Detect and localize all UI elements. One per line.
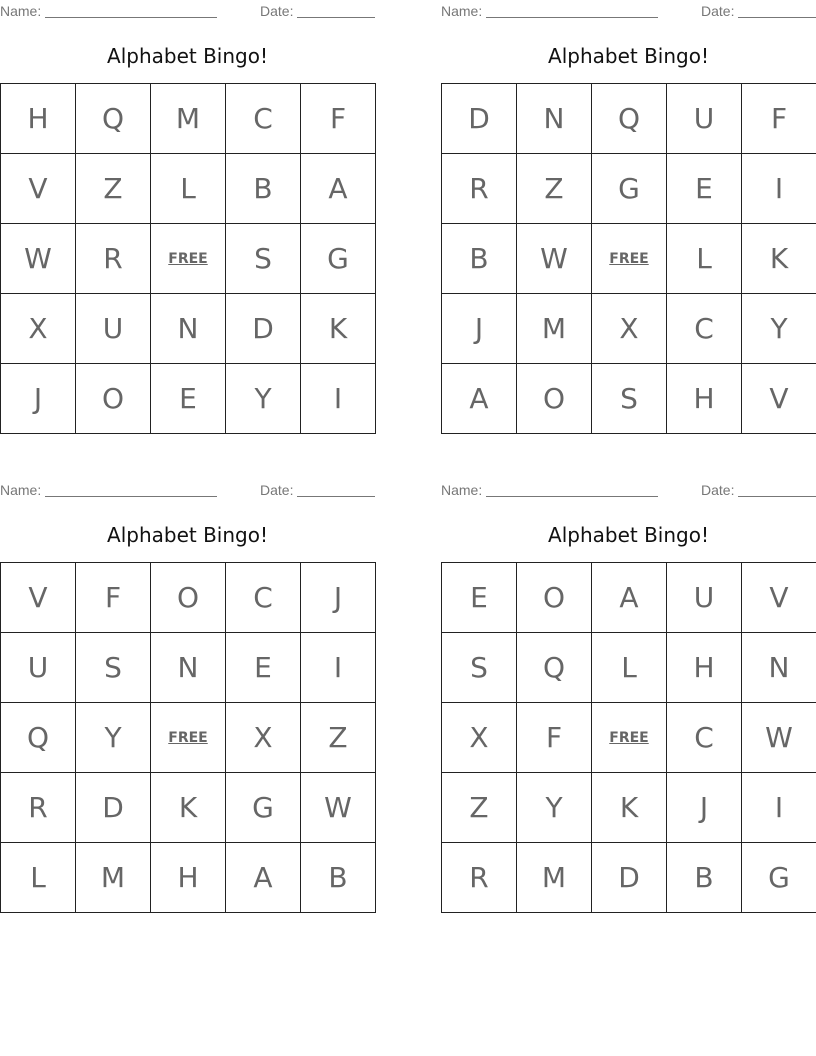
grid-cell: E: [151, 364, 226, 434]
grid-cell: F: [517, 703, 592, 773]
grid-cell: J: [301, 563, 376, 633]
grid-cell: H: [1, 84, 76, 154]
grid-row: [442, 154, 816, 224]
grid-cell: H: [151, 843, 226, 913]
grid-cell: R: [442, 154, 517, 224]
grid-cell: D: [442, 84, 517, 154]
date-label: Date:: [260, 482, 294, 498]
grid-cell: C: [226, 563, 301, 633]
grid-cell: U: [76, 294, 151, 364]
grid-cell: C: [667, 703, 742, 773]
grid-cell: G: [301, 224, 376, 294]
grid-row: [1, 633, 376, 703]
grid-cell: E: [667, 154, 742, 224]
grid-cell: S: [76, 633, 151, 703]
grid-cell: Y: [226, 364, 301, 434]
grid-cell: H: [667, 633, 742, 703]
grid-cell: I: [301, 364, 376, 434]
grid-cell: Q: [76, 84, 151, 154]
grid-cell: S: [226, 224, 301, 294]
grid-cell: Q: [517, 633, 592, 703]
grid-row: [1, 154, 376, 224]
grid-row: [442, 843, 816, 913]
grid-cell: I: [742, 773, 816, 843]
grid-cell: K: [742, 224, 816, 294]
grid-cell: G: [226, 773, 301, 843]
grid-cell: N: [742, 633, 816, 703]
grid-row: [1, 224, 376, 294]
date-blank-line: [738, 2, 816, 18]
name-label: Name:: [0, 3, 42, 19]
free-space-cell: FREE: [592, 224, 667, 294]
card-title: Alphabet Bingo!: [548, 44, 709, 68]
grid-cell: K: [592, 773, 667, 843]
grid-cell: Y: [742, 294, 816, 364]
date-blank-line: [297, 481, 375, 497]
grid-cell: U: [667, 563, 742, 633]
grid-cell: Q: [1, 703, 76, 773]
name-date-row: [441, 481, 816, 499]
grid-cell: E: [442, 563, 517, 633]
grid-cell: V: [1, 154, 76, 224]
grid-cell: I: [301, 633, 376, 703]
free-space-cell: FREE: [592, 703, 667, 773]
bingo-card-1: [0, 0, 375, 440]
grid-cell: B: [301, 843, 376, 913]
grid-cell: B: [667, 843, 742, 913]
date-blank-line: [738, 481, 816, 497]
grid-cell: D: [226, 294, 301, 364]
grid-cell: R: [1, 773, 76, 843]
grid-cell: Y: [517, 773, 592, 843]
grid-cell: Q: [592, 84, 667, 154]
grid-cell: U: [667, 84, 742, 154]
card-title: Alphabet Bingo!: [107, 44, 268, 68]
grid-cell: M: [517, 294, 592, 364]
grid-cell: O: [517, 563, 592, 633]
grid-row: [1, 773, 376, 843]
date-label: Date:: [701, 3, 735, 19]
grid-cell: L: [592, 633, 667, 703]
grid-row: [442, 224, 816, 294]
bingo-card-2: [441, 0, 816, 440]
grid-cell: L: [1, 843, 76, 913]
free-space-cell: FREE: [151, 703, 226, 773]
name-blank-line: [45, 2, 217, 18]
grid-row: [1, 84, 376, 154]
grid-cell: H: [667, 364, 742, 434]
bingo-grid: [0, 83, 376, 434]
grid-cell: A: [301, 154, 376, 224]
grid-cell: X: [442, 703, 517, 773]
grid-cell: G: [742, 843, 816, 913]
grid-cell: B: [442, 224, 517, 294]
grid-cell: J: [667, 773, 742, 843]
grid-cell: N: [151, 633, 226, 703]
grid-cell: O: [517, 364, 592, 434]
grid-cell: W: [1, 224, 76, 294]
grid-cell: S: [592, 364, 667, 434]
card-title: Alphabet Bingo!: [107, 523, 268, 547]
grid-cell: L: [667, 224, 742, 294]
grid-cell: E: [226, 633, 301, 703]
grid-cell: F: [301, 84, 376, 154]
name-label: Name:: [0, 482, 42, 498]
grid-cell: V: [742, 364, 816, 434]
name-label: Name:: [441, 3, 483, 19]
bingo-card-3: [0, 479, 375, 919]
free-space-cell: FREE: [151, 224, 226, 294]
grid-cell: W: [742, 703, 816, 773]
grid-cell: D: [592, 843, 667, 913]
bingo-grid: [441, 83, 816, 434]
grid-cell: A: [442, 364, 517, 434]
grid-cell: S: [442, 633, 517, 703]
date-label: Date:: [260, 3, 294, 19]
grid-cell: U: [1, 633, 76, 703]
grid-row: [1, 843, 376, 913]
grid-cell: X: [226, 703, 301, 773]
grid-cell: V: [1, 563, 76, 633]
grid-cell: A: [226, 843, 301, 913]
grid-row: [442, 364, 816, 434]
grid-cell: L: [151, 154, 226, 224]
grid-cell: J: [442, 294, 517, 364]
grid-cell: Z: [442, 773, 517, 843]
grid-cell: B: [226, 154, 301, 224]
grid-row: [1, 563, 376, 633]
grid-row: [1, 294, 376, 364]
grid-row: [1, 364, 376, 434]
grid-cell: J: [1, 364, 76, 434]
name-blank-line: [486, 481, 658, 497]
grid-cell: F: [76, 563, 151, 633]
grid-cell: Z: [76, 154, 151, 224]
grid-cell: R: [76, 224, 151, 294]
name-label: Name:: [441, 482, 483, 498]
grid-row: [442, 84, 816, 154]
grid-row: [442, 703, 816, 773]
grid-cell: W: [517, 224, 592, 294]
grid-cell: Z: [517, 154, 592, 224]
grid-cell: M: [76, 843, 151, 913]
name-date-row: [441, 2, 816, 20]
card-title: Alphabet Bingo!: [548, 523, 709, 547]
grid-row: [442, 773, 816, 843]
grid-cell: A: [592, 563, 667, 633]
bingo-card-4: [441, 479, 816, 919]
grid-cell: G: [592, 154, 667, 224]
grid-cell: O: [76, 364, 151, 434]
grid-cell: F: [742, 84, 816, 154]
name-date-row: [0, 2, 375, 20]
grid-row: [442, 633, 816, 703]
bingo-grid: [0, 562, 376, 913]
grid-cell: O: [151, 563, 226, 633]
grid-row: [1, 703, 376, 773]
grid-cell: W: [301, 773, 376, 843]
grid-cell: V: [742, 563, 816, 633]
name-blank-line: [45, 481, 217, 497]
grid-cell: N: [151, 294, 226, 364]
grid-row: [442, 563, 816, 633]
grid-cell: X: [1, 294, 76, 364]
grid-cell: M: [517, 843, 592, 913]
grid-cell: I: [742, 154, 816, 224]
date-blank-line: [297, 2, 375, 18]
grid-cell: D: [76, 773, 151, 843]
bingo-grid: [441, 562, 816, 913]
date-label: Date:: [701, 482, 735, 498]
grid-row: [442, 294, 816, 364]
grid-cell: N: [517, 84, 592, 154]
grid-cell: R: [442, 843, 517, 913]
grid-cell: X: [592, 294, 667, 364]
grid-cell: C: [226, 84, 301, 154]
grid-cell: M: [151, 84, 226, 154]
grid-cell: Z: [301, 703, 376, 773]
name-date-row: [0, 481, 375, 499]
grid-cell: K: [151, 773, 226, 843]
grid-cell: C: [667, 294, 742, 364]
name-blank-line: [486, 2, 658, 18]
grid-cell: K: [301, 294, 376, 364]
grid-cell: Y: [76, 703, 151, 773]
